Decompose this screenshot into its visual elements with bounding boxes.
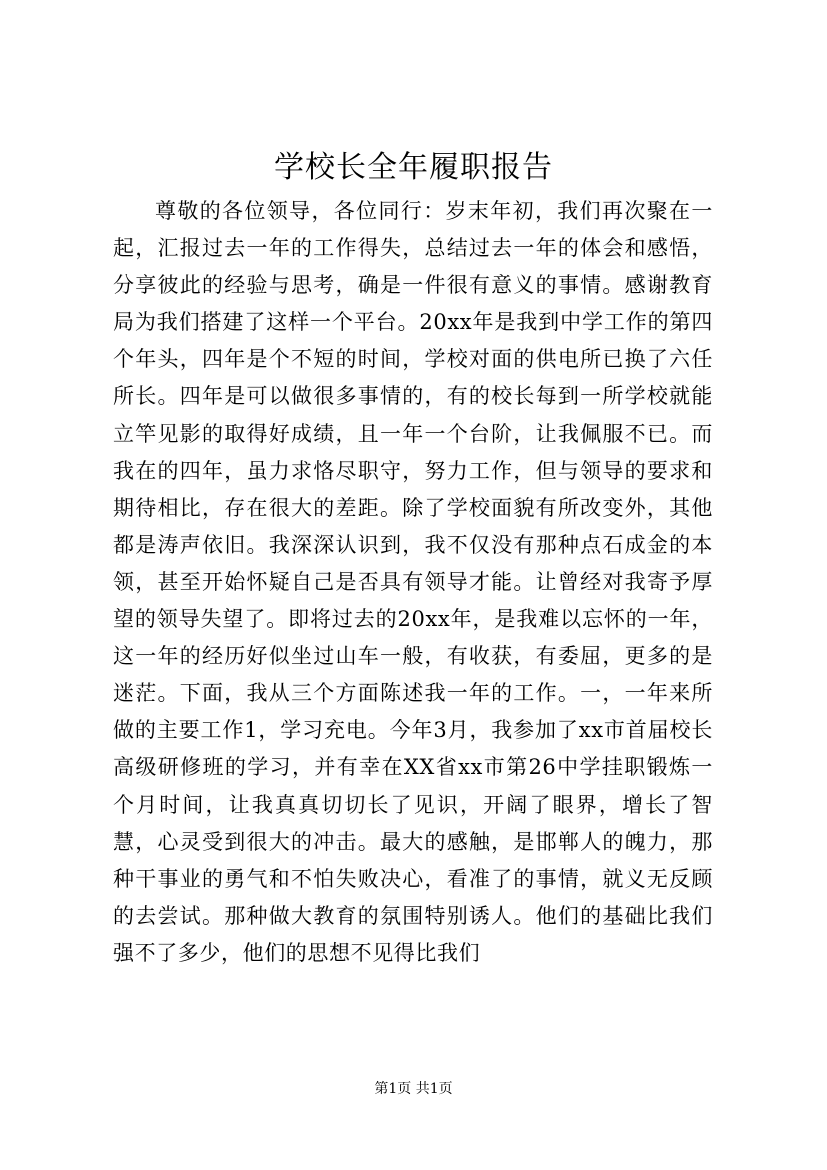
document-body-paragraph: 尊敬的各位领导，各位同行：岁末年初，我们再次聚在一起，汇报过去一年的工作得失，总结过去一年的体会和感悟，分享彼此的经验与思考，确是一件很有意义的事情。感谢教育局为我们搭建了这样一个平台。20xx年是我到中学工作的第四个年头，四年是个不短的时间，学校对面的供电所已换了六任所长。四年是可以做很多事情的，有的校长每到一所学校就能立竿见影的取得好成绩，且一年一个台阶，让我佩服不已。而我在的四年，虽力求恪尽职守，努力工作，但与领导的要求和期待相比，存在很大的差距。除了学校面貌有所改变外，其他都是涛声依旧。我深深认识到，我不仅没有那种点石成金的本领，甚至开始怀疑自己是否具有领导才能。让曾经对我寄予厚望的领导失望了。即将过去的20xx年，是我难以忘怀的一年，这一年的经历好似坐过山车一般，有收获，有委屈，更多的是迷茫。下面，我从三个方面陈述我一年的工作。一，一年来所做的主要工作1，学习充电。今年3月，我参加了xx市首届校长高级研修班的学习，并有幸在XX省xx市第26中学挂职锻炼一个月时间，让我真真切切长了见识，开阔了眼界，增长了智慧，心灵受到很大的冲击。最大的感触，是邯郸人的魄力，那种干事业的勇气和不怕失败决心，看准了的事情，就义无反顾的去尝试。那种做大教育的氛围特别诱人。他们的基础比我们强不了多少，他们的思想不见得比我们 [113, 199, 713, 965]
document-title: 学校长全年履职报告 [274, 150, 553, 185]
page-footer: 第1页 共1页 [374, 1081, 453, 1097]
